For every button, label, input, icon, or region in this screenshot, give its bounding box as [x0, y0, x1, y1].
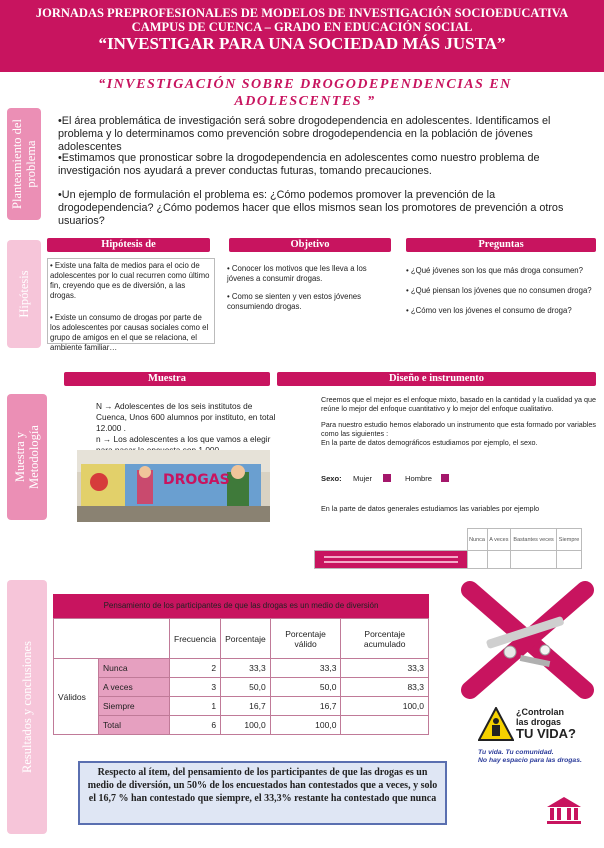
side-text-hipotesis: Hipótesis [17, 270, 31, 318]
results-cell: 2 [170, 659, 221, 678]
planteamiento-p3: •Un ejemplo de formulación el problema es: ¿Cómo podemos promover la prevención de la drogodependencia? ¿Cómo podemos hacer que ellos mismos sean los promotores de prevención a otros usuarios? [58, 189, 564, 227]
muestra-text [96, 401, 278, 456]
campaign-question [516, 707, 576, 741]
warning-icon [478, 707, 514, 741]
results-header-porcentaje: Porcentaje [221, 619, 271, 659]
objetivo-bullet-2: • Como se sienten y ven estos jóvenes consumiendo drogas. [227, 292, 362, 311]
drug-art [450, 580, 600, 705]
preguntas-box [406, 266, 601, 316]
survey-col-aveces: A veces [487, 529, 511, 551]
mujer-label: Mujer [353, 474, 372, 483]
objetivo-bullet-1: • Conocer los motivos que les lleva a los jóvenes a consumir drogas. [227, 264, 367, 283]
results-cell: 33,3 [341, 659, 429, 678]
pregunta-2: • ¿Qué piensan los jóvenes que no consumen droga? [406, 286, 592, 295]
survey-mini-table [314, 528, 582, 569]
header-line-3: “INVESTIGAR PARA UNA SOCIEDAD MÁS JUSTA” [98, 34, 506, 53]
diseno-text [321, 395, 596, 447]
preguntas-heading: Preguntas [406, 238, 596, 252]
results-cell: 6 [170, 716, 221, 735]
muestra-line-2: n → Los adolescentes a los que vamos a elegir [96, 434, 271, 444]
diseno-p1: Creemos que el mejor es el enfoque mixto, basado en la cantidad y la cualidad ya que reúne lo mejor del enfoque cuantitativo y lo mejor del enfoque cualitativo. [321, 395, 596, 413]
results-header-frecuencia: Frecuencia [170, 619, 221, 659]
survey-col-nunca: Nunca [467, 529, 487, 551]
diseno-p4: En la parte de datos generales estudiamos las variables por ejemplo [321, 504, 540, 513]
survey-answer-aveces[interactable] [487, 551, 511, 569]
header-line-1: JORNADAS PREPROFESIONALES DE MODELOS DE INVESTIGACIÓN SOCIOEDUCATIVA [35, 6, 569, 20]
sexo-row [321, 474, 601, 486]
results-cell: 50,0 [221, 678, 271, 697]
results-cell: 33,3 [270, 659, 341, 678]
survey-answer-siempre[interactable] [557, 551, 582, 569]
muestra-line-1: N → Adolescentes de los seis institutos de Cuenca, Unos 600 alumnos por instituto, en total 12.000 . [96, 401, 276, 433]
campaign-s2: No hay espacio para las drogas. [478, 757, 582, 764]
results-cell: 50,0 [270, 678, 341, 697]
results-corner [54, 619, 170, 659]
survey-answer-nunca[interactable] [467, 551, 487, 569]
sexo-label: Sexo: [321, 474, 342, 483]
planteamiento-p1: •El área problemática de investigación será sobre drogodependencia en adolescentes. Identificamos el problema y lo determinamos como prevención sobre drogodependencia en la población de jóvenes adolescentes [58, 115, 551, 153]
survey-answer-bastantes[interactable] [511, 551, 557, 569]
muestra-heading: Muestra [64, 372, 270, 386]
side-label-muestra [7, 394, 47, 520]
side-label-resultados [7, 580, 47, 834]
campaign-q1: ¿Controlan [516, 707, 564, 717]
results-caption-bar [53, 594, 429, 618]
hipotesis-bullet-1: • Existe una falta de medios para el ocio de adolescentes por lo cual recurren como último fin, creyendo que es de diversión, a las drogas. [50, 261, 210, 300]
hipotesis-box [47, 258, 215, 352]
pregunta-3: • ¿Cómo ven los jóvenes el consumo de droga? [406, 306, 572, 315]
objetivo-heading: Objetivo [229, 238, 391, 252]
diseno-p3: En la parte de datos demográficos estudiamos por ejemplo, el sexo. [321, 438, 538, 447]
results-cell: 16,7 [270, 697, 341, 716]
side-text-planteamiento: Planteamiento del problema [10, 119, 38, 209]
header-line-2: CAMPUS DE CUENCA – GRADO EN EDUCACIÓN SOCIAL [131, 20, 473, 34]
hombre-label: Hombre [405, 474, 433, 483]
poster-header [0, 0, 604, 72]
diseno-heading: Diseño e instrumento [277, 372, 596, 386]
results-row-label: Nunca [99, 659, 170, 678]
side-text-muestra: Muestra y Metodología [13, 425, 41, 489]
results-cell: 3 [170, 678, 221, 697]
pregunta-1: • ¿Qué jóvenes son los que más droga consumen? [406, 266, 583, 275]
university-logo-svg [545, 795, 583, 825]
mural-svg [77, 450, 270, 522]
results-header-porcentaje-acumulado: Porcentaje acumulado [341, 619, 429, 659]
results-cell: 16,7 [221, 697, 271, 716]
results-cell: 1 [170, 697, 221, 716]
campaign-logo [478, 703, 598, 771]
drug-art-svg [450, 580, 600, 705]
results-cell [341, 716, 429, 735]
side-text-resultados: Resultados y conclusiones [20, 641, 34, 773]
survey-mini-blank [315, 529, 468, 551]
results-row-label: A veces [99, 678, 170, 697]
hipotesis-heading: Hipótesis de [47, 238, 210, 252]
diseno-p2: Para nuestro estudio hemos elaborado un instrumento que esta formado por variables como las siguientes : [321, 420, 596, 438]
results-cell: 83,3 [341, 678, 429, 697]
results-cell: 100,0 [341, 697, 429, 716]
results-row-label: Siempre [99, 697, 170, 716]
results-row-label: Total [99, 716, 170, 735]
conclusion-box: Respecto al ítem, del pensamiento de los participantes de que las drogas es un medio de diversión, un 50% de los encuestados han contestados que a veces, y solo el 16,7 % han contestado que siempre, el 33,3% restante ha contestado que nunca [78, 761, 447, 825]
hipotesis-bullet-2: • Existe un consumo de drogas por parte de los adolescentes por causas sociales como el grupo de amigos en el que se relaciona, el ambiente familiar… [50, 313, 209, 352]
side-label-hipotesis [7, 240, 41, 348]
poster-title: “INVESTIGACIÓN SOBRE DROGODEPENDENCIAS EN ADOLESCENTES ” [98, 77, 512, 109]
hombre-checkbox[interactable] [441, 474, 449, 482]
survey-col-bastantes: Bastantes veces [511, 529, 557, 551]
mural-image [77, 450, 270, 522]
mujer-checkbox[interactable] [383, 474, 391, 482]
mural-text: DROGAS [163, 472, 230, 488]
results-caption: Pensamiento de los participantes de que las drogas es un medio de diversión [103, 601, 379, 610]
university-logo [545, 795, 583, 825]
survey-col-siempre: Siempre [557, 529, 582, 551]
campaign-q2: las drogas [516, 717, 562, 727]
side-label-planteamiento [7, 108, 41, 220]
results-table [53, 618, 429, 735]
results-header-porcentaje-valido: Porcentaje válido [270, 619, 341, 659]
results-group-label: Válidos [54, 659, 99, 735]
planteamiento-p2: •Estimamos que pronosticar sobre la drogodependencia en adolescentes como nuestro problema de investigación nos ayudará a prever conductas futuras, tomando precauciones. [58, 152, 540, 177]
campaign-q3: TU VIDA? [516, 726, 576, 741]
results-cell: 100,0 [221, 716, 271, 735]
results-cell: 33,3 [221, 659, 271, 678]
objetivo-box [227, 264, 395, 312]
results-cell: 100,0 [270, 716, 341, 735]
campaign-s1: Tu vida. Tu comunidad. [478, 749, 554, 756]
survey-item-cell [315, 551, 468, 569]
campaign-slogan [478, 749, 582, 765]
